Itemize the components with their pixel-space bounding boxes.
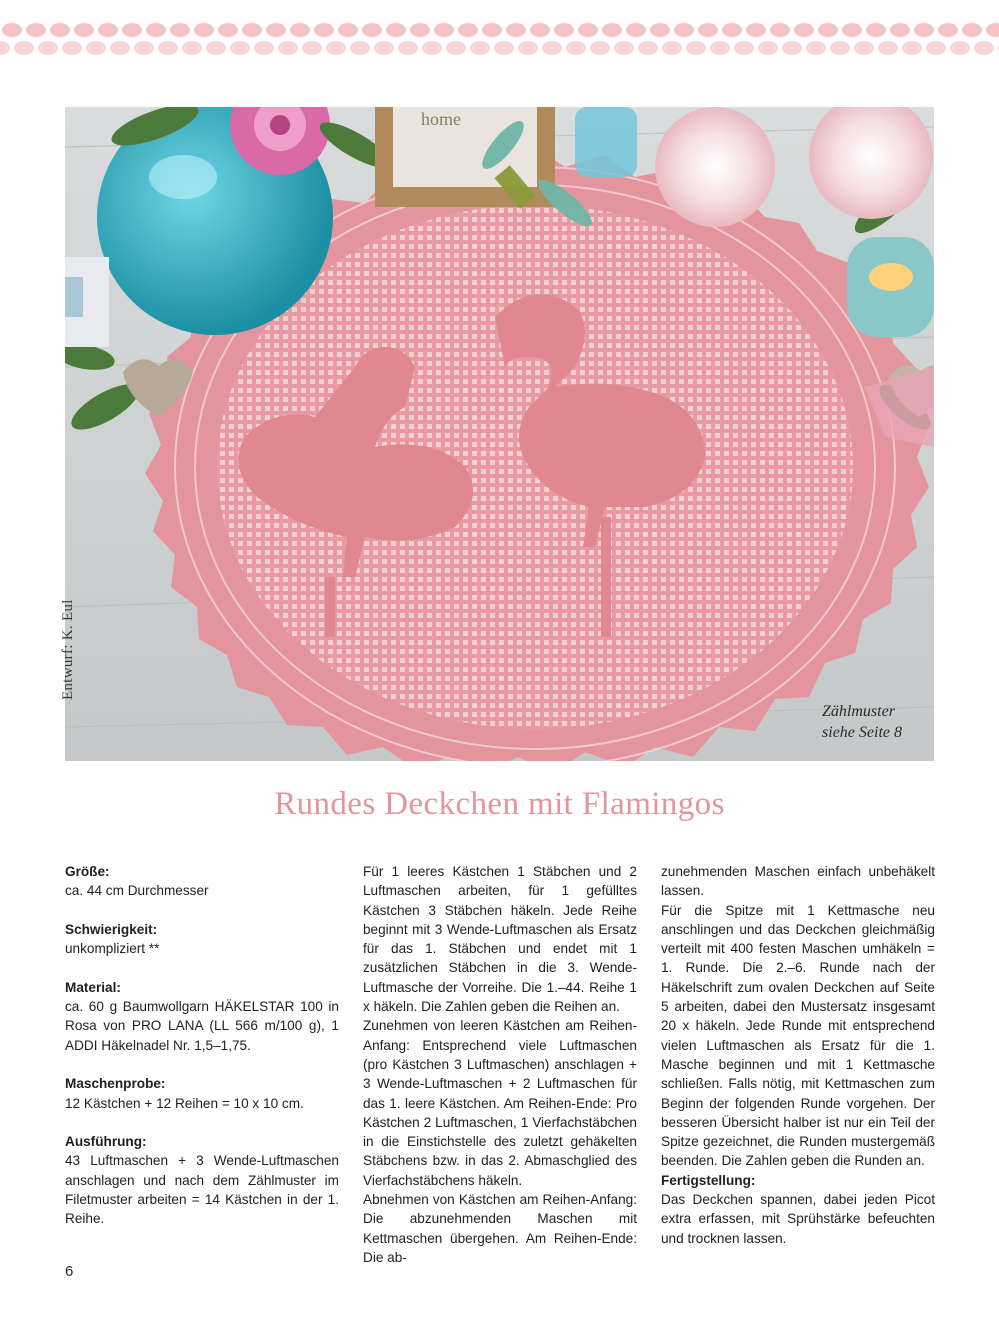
chart-note-line-1: Zählmuster — [822, 703, 895, 720]
text-column-3 — [661, 862, 935, 1248]
page-number: 6 — [65, 1263, 74, 1280]
text-column-1 — [65, 862, 339, 1248]
section-heading-finishing: Fertigstellung: — [661, 1172, 756, 1188]
section-heading: Schwierigkeit: — [65, 921, 158, 937]
section-material — [65, 978, 339, 1055]
design-credit: Entwurf: K. Eul — [60, 599, 76, 700]
frame-label: home — [421, 109, 461, 129]
page-title: Rundes Deckchen mit Flamingos — [274, 786, 725, 822]
section-heading: Größe: — [65, 864, 110, 879]
section-heading: Material: — [65, 979, 121, 995]
paragraph: zunehmenden Maschen einfach unbehäkelt lassen. — [661, 864, 935, 899]
paragraph: Abnehmen von Kästchen am Reihen-Anfang: Die abzunehmenden Maschen mit Kettmaschen übergehen. Am Reihen-Ende: Die ab- — [363, 1192, 637, 1265]
chart-note-line-2: siehe Seite 8 — [822, 724, 902, 741]
section-gauge — [65, 1074, 339, 1113]
paragraph: Für die Spitze mit 1 Kettmasche neu anschlingen und das Deckchen gleichmäßig verteilt mit 400 festen Maschen umhäkeln = 1. Runde. Die 2.–6. Runde nach der Häkelschrift zum ovalen Deckchen auf Seite 5 arbeiten, dabei den Mustersatz insgesamt 20 x häkeln. Jede Runde mit entsprechend vielen Luftmaschen als Ersatz für die 1. Masche beginnen und mit 1 Kettmasche schließen. Falls nötig, mit Kettmaschen zum Beginn der folgenden Runde vorgehen. Der besseren Übersicht halber ist nur ein Teil der Spitze gezeichnet, die Runden mustergemäß beenden. Die Zahlen geben die Runden an. — [661, 902, 935, 1169]
paragraph: Das Deckchen spannen, dabei jeden Picot extra erfassen, mit Sprühstärke befeuchten und trocknen lassen. — [661, 1192, 935, 1246]
section-text: 43 Luftmaschen + 3 Wende-Luftmaschen anschlagen und nach dem Zählmuster im Filetmuster arbeiten = 14 Kästchen in der 1. Reihe. — [65, 1153, 339, 1227]
section-size — [65, 862, 339, 901]
doily-photo — [65, 107, 934, 761]
chart-reference-note — [822, 701, 902, 743]
section-heading: Ausführung: — [65, 1134, 147, 1150]
section-text: 12 Kästchen + 12 Reihen = 10 x 10 cm. — [65, 1095, 304, 1111]
paragraph: Zunehmen von leeren Kästchen am Reihen-Anfang: Entsprechend viele Luftmaschen (pro Kästchen 3 Luftmaschen) anschlagen + 3 Wende-Luftmaschen + 2 Luftmaschen für das 1. leere Kästchen. Am Reihen-Ende: Pro Kästchen 2 Luftmaschen, 1 Vierfachstäbchen in die Einstichstelle des zuletzt gehäkelten Stäbchens bzw. in das 2. Abmaschglied des Vierfachstäbchens häkeln. — [363, 1018, 637, 1188]
doily-illustration — [65, 107, 934, 761]
section-text: unkompliziert ** — [65, 941, 160, 957]
decorative-dot-border — [0, 0, 999, 60]
section-text: ca. 44 cm Durchmesser — [65, 883, 209, 899]
paragraph: Für 1 leeres Kästchen 1 Stäbchen und 2 Luftmaschen arbeiten, für 1 gefülltes Kästchen 3 Stäbchen häkeln. Jede Reihe beginnt mit 3 Wende-Luftmaschen als Ersatz für das 1. Stäbchen und endet mit 1 zusätzlichen Stäbchen in die 3. Wende-Luftmasche der Vorreihe. Die 1.–44. Reihe 1 x häkeln. Die Zahlen geben die Reihen an. — [363, 864, 637, 1015]
section-instructions — [65, 1132, 339, 1228]
section-text: ca. 60 g Baumwollgarn HÄKELSTAR 100 in Rosa von PRO LANA (LL 566 m/100 g), 1 ADDI Häkelnadel Nr. 1,5–1,75. — [65, 999, 339, 1053]
section-difficulty — [65, 920, 339, 959]
text-column-2 — [363, 862, 637, 1267]
section-heading: Maschenprobe: — [65, 1076, 166, 1092]
